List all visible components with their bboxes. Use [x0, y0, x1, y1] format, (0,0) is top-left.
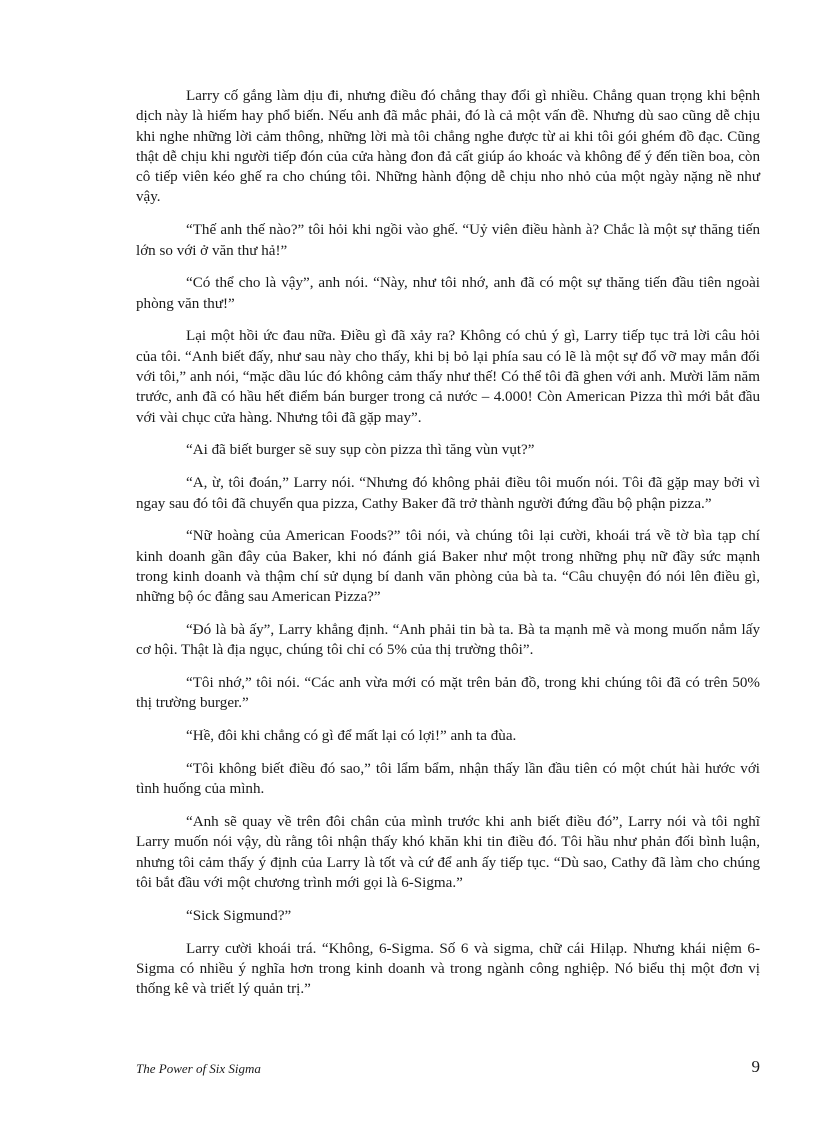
paragraph-3: “Có thể cho là vậy”, anh nói. “Này, như tôi nhớ, anh đã có một sự thăng tiến đầu tiên ngoài phòng văn thư!”	[136, 275, 760, 312]
paragraph-7: “Nữ hoàng của American Foods?” tôi nói, và chúng tôi lại cười, khoái trá về tờ bìa tạp chí kinh doanh gần đây của Baker, khi nó đánh giá Baker như một trong những phụ nữ đầy sức mạnh trong kinh doanh và thậm chí sử dụng bí danh văn phòng của bà ta. “Câu chuyện đó nói lên điều gì, những bộ óc đằng sau American Pizza?”	[136, 528, 760, 606]
page-number: 9	[751, 1057, 760, 1076]
paragraph-12: “Anh sẽ quay về trên đôi chân của mình trước khi anh biết điều đó”, Larry nói và tôi nghĩ Larry muốn nói vậy, dù rằng tôi nhận thấy khó khăn khi tin điều đó. Tôi hầu như phản đối bình luận, nhưng tôi cảm thấy ý định của Larry là tốt và cứ để anh ấy tiếp tục. “Dù sao, Cathy đã làm cho chúng tôi bắt đầu với một chương trình mới gọi là 6-Sigma.”	[136, 814, 760, 891]
paragraph-6: “A, ừ, tôi đoán,” Larry nói. “Nhưng đó không phải điều tôi muốn nói. Tôi đã gặp may bởi vì ngay sau đó tôi đã chuyển qua pizza, Cathy Baker đã trở thành người đứng đầu bộ phận pizza.”	[136, 475, 760, 512]
paragraph-2: “Thế anh thế nào?” tôi hỏi khi ngồi vào ghế. “Uỷ viên điều hành à? Chắc là một sự thăng tiến lớn so với ở văn thư hả!”	[136, 222, 760, 259]
paragraph-5: “Ai đã biết burger sẽ suy sụp còn pizza thì tăng vùn vụt?”	[186, 442, 535, 459]
page-footer	[136, 1057, 760, 1081]
paragraph-8: “Đó là bà ấy”, Larry khẳng định. “Anh phải tin bà ta. Bà ta mạnh mẽ và mong muốn nắm lấy cơ hội. Thật là địa ngục, chúng tôi chỉ có 5% của thị trường thôi”.	[136, 622, 760, 659]
paragraph-14: Larry cười khoái trá. “Không, 6-Sigma. Số 6 và sigma, chữ cái Hilạp. Nhưng khái niệm 6-Sigma có nhiều ý nghĩa hơn trong kinh doanh và trong ngành công nghiệp. Nó biểu thị một đơn vị thống kê và triết lý quản trị.”	[136, 940, 760, 998]
paragraph-9: “Tôi nhớ,” tôi nói. “Các anh vừa mới có mặt trên bản đồ, trong khi chúng tôi đã có trên 50% thị trường burger.”	[136, 675, 760, 712]
paragraph-10: “Hề, đôi khi chẳng có gì để mất lại có lợi!” anh ta đùa.	[186, 728, 517, 745]
paragraph-13: “Sick Sigmund?”	[186, 907, 292, 924]
paragraph-11: “Tôi không biết điều đó sao,” tôi lẩm bẩm, nhận thấy lần đầu tiên có một chút hài hước với tình huống của mình.	[136, 761, 760, 798]
page-body	[136, 86, 760, 1012]
footer-book-title: The Power of Six Sigma	[136, 1061, 261, 1076]
paragraph-4: Lại một hồi ức đau nữa. Điều gì đã xảy ra? Không có chủ ý gì, Larry tiếp tục trả lời câu hỏi của tôi. “Anh biết đấy, như sau này cho thấy, khi bị bỏ lại phía sau có lẽ là một sự đổ vỡ may mắn đối với tôi,” anh nói, “mặc dầu lúc đó không cảm thấy như thế! Có thể tôi đã ghen với anh. Mười lăm năm trước, anh đã có hầu hết điểm bán burger trong cả nước – 4.000! Còn American Pizza thì mới bắt đầu với vài chục cửa hàng. Nhưng tôi đã gặp may”.	[136, 328, 760, 426]
paragraph-1: Larry cố gắng làm dịu đi, nhưng điều đó chẳng thay đổi gì nhiều. Chẳng quan trọng khi bệnh dịch này là hiếm hay phổ biến. Nếu anh đã mắc phải, đó là cả một vấn đề. Nhưng dù sao cũng dễ chịu khi nghe những lời cảm thông, những lời mà tôi chẳng nghe được từ ai khi tôi gói ghém đồ đạc. Cũng thật dễ chịu khi người tiếp đón của cửa hàng đon đả cất giúp áo khoác và không để ý đến tiền boa, còn cô tiếp viên kéo ghế ra cho chúng tôi. Những hành động dễ chịu nho nhỏ của một ngày nặng nề như vậy.	[136, 88, 760, 206]
